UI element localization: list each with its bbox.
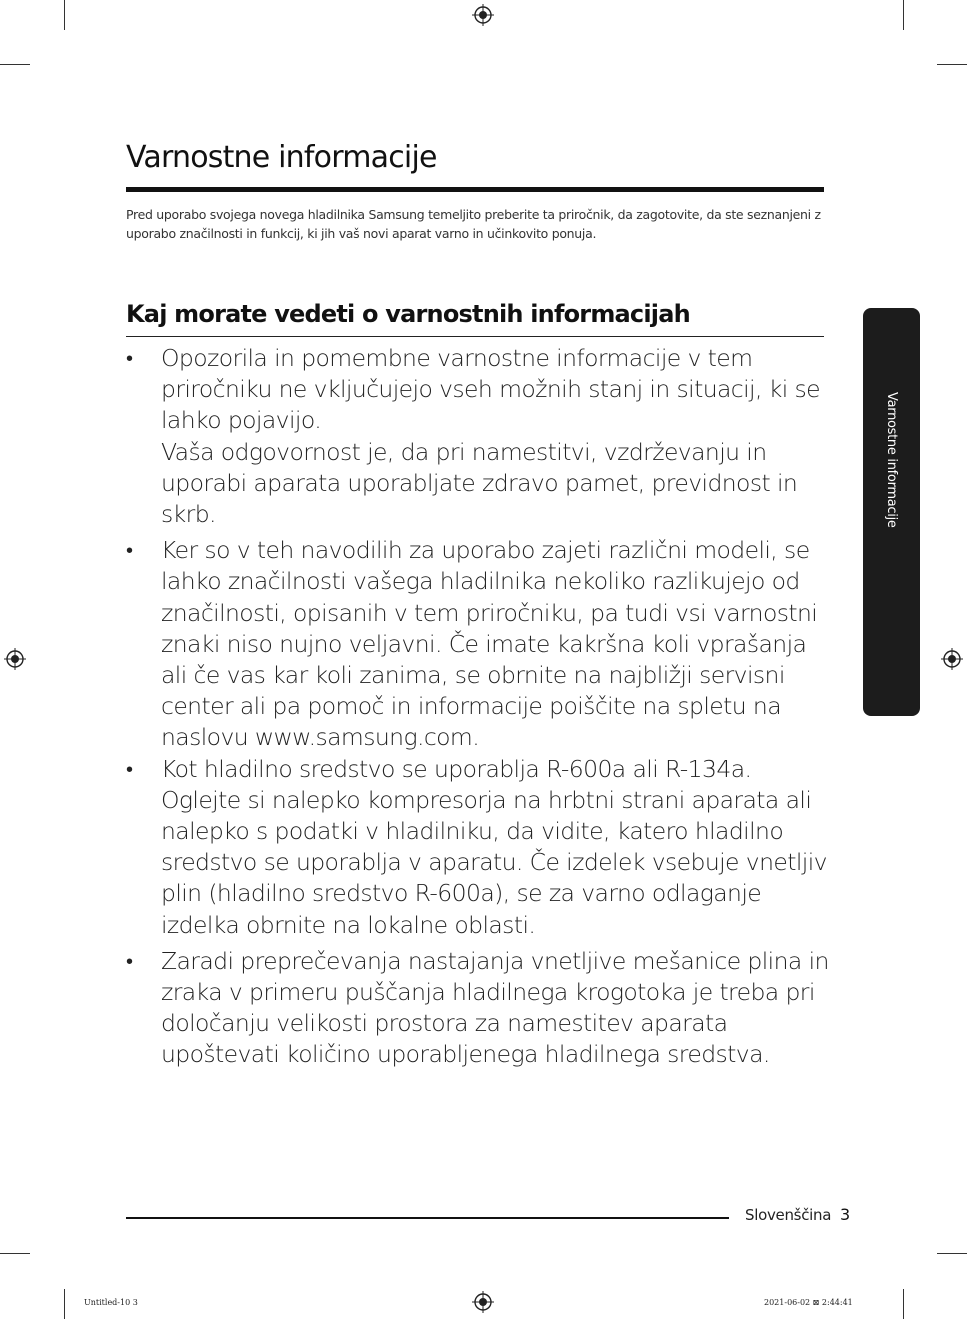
crop-mark-top-right-v: [903, 0, 904, 30]
crop-mark-bottom-right-h: [937, 1253, 967, 1254]
chapter-side-tab-label-wrap: [863, 308, 920, 716]
section-divider: [126, 336, 824, 337]
list-item: [126, 343, 831, 530]
print-slug-file: Untitled-10 3: [84, 1298, 138, 1307]
bullet-text: Opozorila in pomembne varnostne informacije v tem priročniku ne vključujejo vseh možnih stanj in situacij, ki se lahko pojavijo.: [161, 344, 821, 435]
bullet-text: Kot hladilno sredstvo se uporablja R-600a ali R-134a. Oglejte si nalepko kompresorja na hrbtni strani aparata ali nalepko s podatki v hladilniku, da vidite, katero hladilno sredstvo se uporablja v aparatu. Če izdelek vsebuje vnetljiv plin (hladilno sredstvo R-600a), se za varno odlaganje izdelka obrnite na lokalne oblasti.: [161, 754, 827, 939]
crop-mark-bottom-right-v: [903, 1289, 904, 1319]
crop-mark-bottom-left-h: [0, 1253, 30, 1254]
registration-mark-icon: [472, 1291, 494, 1313]
section-heading: Kaj morate vedeti o varnostnih informacijah: [126, 300, 690, 328]
registration-mark-icon: [4, 648, 26, 670]
bullet-marker: •: [126, 538, 133, 563]
footer-page-number: 3: [840, 1205, 851, 1224]
registration-mark-icon: [472, 4, 494, 26]
print-slug-timestamp: 2021-06-02 ⊠ 2:44:41: [764, 1298, 853, 1307]
intro-text: Pred uporabo svojega novega hladilnika Samsung temeljito preberite ta priročnik, da zagotovite, da ste seznanjeni z uporabo značilnosti in funkcij, ki jih vaš novi aparat varno in učinkovito ponuja.: [126, 207, 821, 241]
footer-language: Slovenščina: [745, 1206, 832, 1224]
bullet-text: Ker so v teh navodilih za uporabo zajeti različni modeli, se lahko značilnosti vašega hladilnika nekoliko razlikujejo od značilnosti, opisanih v tem priročniku, pa tudi vsi varnostni znaki niso nujno veljavni. Če imate kakršna koli vprašanja ali če vas kar koli zanima, se obrnite na najbližji servisni center ali pa pomoč in informacije poiščite na spletu na naslovu www.samsung.com.: [161, 536, 818, 752]
bullet-marker: •: [126, 948, 133, 973]
crop-mark-bottom-left-v: [64, 1289, 65, 1319]
list-item: [126, 946, 831, 1071]
list-item: [126, 535, 831, 753]
page-title: Varnostne informacije: [126, 140, 437, 175]
crop-mark-top-left-h: [0, 64, 30, 65]
crop-mark-top-left-v: [64, 0, 65, 30]
safety-bullet-list: [126, 343, 831, 1076]
bullet-marker: •: [126, 346, 133, 370]
bullet-text: Zaradi preprečevanja nastajanja vnetljive mešanice plina in zraka v primeru puščanja hladilnega krogotoka je treba pri določanju velikosti prostora za namestitev aparata upoštevati količino uporabljenega hladilnega sredstva.: [161, 946, 829, 1069]
bullet-marker: •: [126, 756, 133, 781]
title-divider: [126, 187, 824, 192]
crop-mark-top-right-h: [937, 64, 967, 65]
chapter-side-tab-label: Varnostne informacije: [884, 392, 899, 528]
list-item: [126, 754, 831, 941]
footer-divider: [126, 1217, 729, 1219]
bullet-text: Vaša odgovornost je, da pri namestitvi, vzdrževanju in uporabi aparata uporabljate zdravo pamet, previdnost in skrb.: [161, 437, 798, 529]
registration-mark-icon: [941, 648, 963, 670]
